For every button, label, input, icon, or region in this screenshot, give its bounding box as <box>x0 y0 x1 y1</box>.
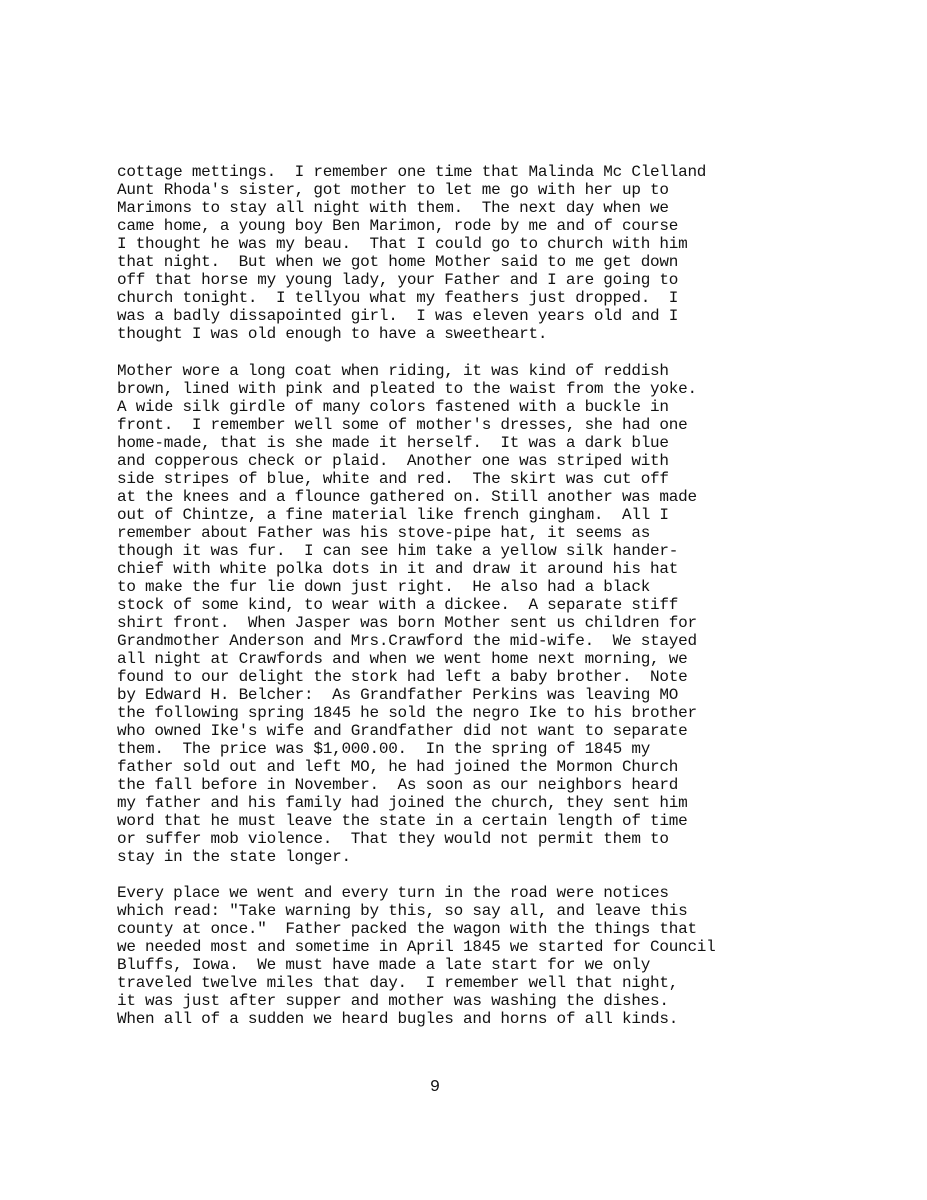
text-line: shirt front. When Jasper was born Mother sent us children for <box>117 614 697 632</box>
text-line: came home, a young boy Ben Marimon, rode by me and of course <box>117 217 679 235</box>
paragraph-2 <box>117 362 817 866</box>
text-line: who owned Ike's wife and Grandfather did not want to separate <box>117 722 688 740</box>
text-line: by Edward H. Belcher: As Grandfather Perkins was leaving MO <box>117 686 679 704</box>
text-line: found to our delight the stork had left a baby brother. Note <box>117 668 688 686</box>
text-line: stock of some kind, to wear with a dickee. A separate stiff <box>117 596 679 614</box>
text-line: off that horse my young lady, your Father and I are going to <box>117 271 679 289</box>
text-line: though it was fur. I can see him take a yellow silk hander- <box>117 542 679 560</box>
text-line: home-made, that is she made it herself. It was a dark blue <box>117 434 669 452</box>
text-line: which read: "Take warning by this, so say all, and leave this <box>117 902 688 920</box>
text-line: church tonight. I tellyou what my feathers just dropped. I <box>117 289 679 307</box>
text-line: remember about Father was his stove-pipe hat, it seems as <box>117 524 651 542</box>
text-line: stay in the state longer. <box>117 848 351 866</box>
paragraph-1 <box>117 163 817 343</box>
text-line: cottage mettings. I remember one time that Malinda Mc Clelland <box>117 163 707 181</box>
text-line: Marimons to stay all night with them. The next day when we <box>117 199 669 217</box>
text-line: it was just after supper and mother was washing the dishes. <box>117 992 669 1010</box>
text-line: them. The price was $1,000.00. In the spring of 1845 my <box>117 740 651 758</box>
text-line: A wide silk girdle of many colors fastened with a buckle in <box>117 398 669 416</box>
text-line: was a badly dissapointed girl. I was eleven years old and I <box>117 307 679 325</box>
page-number: 9 <box>429 1078 441 1097</box>
text-line: and copperous check or plaid. Another one was striped with <box>117 452 669 470</box>
text-line: thought I was old enough to have a sweetheart. <box>117 325 548 343</box>
text-line: all night at Crawfords and when we went home next morning, we <box>117 650 688 668</box>
text-line: word that he must leave the state in a certain length of time <box>117 812 688 830</box>
text-line: Mother wore a long coat when riding, it was kind of reddish <box>117 362 669 380</box>
text-line: or suffer mob violence. That they would not permit them to <box>117 830 669 848</box>
text-line: we needed most and sometime in April 1845 we started for Council <box>117 938 716 956</box>
text-line: out of Chintze, a fine material like french gingham. All I <box>117 506 669 524</box>
text-line: When all of a sudden we heard bugles and horns of all kinds. <box>117 1010 679 1028</box>
text-line: brown, lined with pink and pleated to the waist from the yoke. <box>117 380 697 398</box>
text-line: Aunt Rhoda's sister, got mother to let me go with her up to <box>117 181 669 199</box>
text-line: my father and his family had joined the church, they sent him <box>117 794 688 812</box>
text-line: to make the fur lie down just right. He also had a black <box>117 578 651 596</box>
text-line: at the knees and a flounce gathered on. Still another was made <box>117 488 697 506</box>
text-line: Bluffs, Iowa. We must have made a late start for we only <box>117 956 651 974</box>
text-line: father sold out and left MO, he had joined the Mormon Church <box>117 758 679 776</box>
text-line: county at once." Father packed the wagon with the things that <box>117 920 697 938</box>
paragraph-3 <box>117 884 817 1028</box>
text-line: the fall before in November. As soon as our neighbors heard <box>117 776 679 794</box>
text-line: chief with white polka dots in it and draw it around his hat <box>117 560 679 578</box>
text-line: I thought he was my beau. That I could go to church with him <box>117 235 688 253</box>
text-line: that night. But when we got home Mother said to me get down <box>117 253 679 271</box>
text-line: side stripes of blue, white and red. The skirt was cut off <box>117 470 669 488</box>
text-line: front. I remember well some of mother's dresses, she had one <box>117 416 688 434</box>
text-line: Grandmother Anderson and Mrs.Crawford the mid-wife. We stayed <box>117 632 697 650</box>
text-line: Every place we went and every turn in the road were notices <box>117 884 669 902</box>
text-line: the following spring 1845 he sold the negro Ike to his brother <box>117 704 697 722</box>
text-line: traveled twelve miles that day. I remember well that night, <box>117 974 679 992</box>
